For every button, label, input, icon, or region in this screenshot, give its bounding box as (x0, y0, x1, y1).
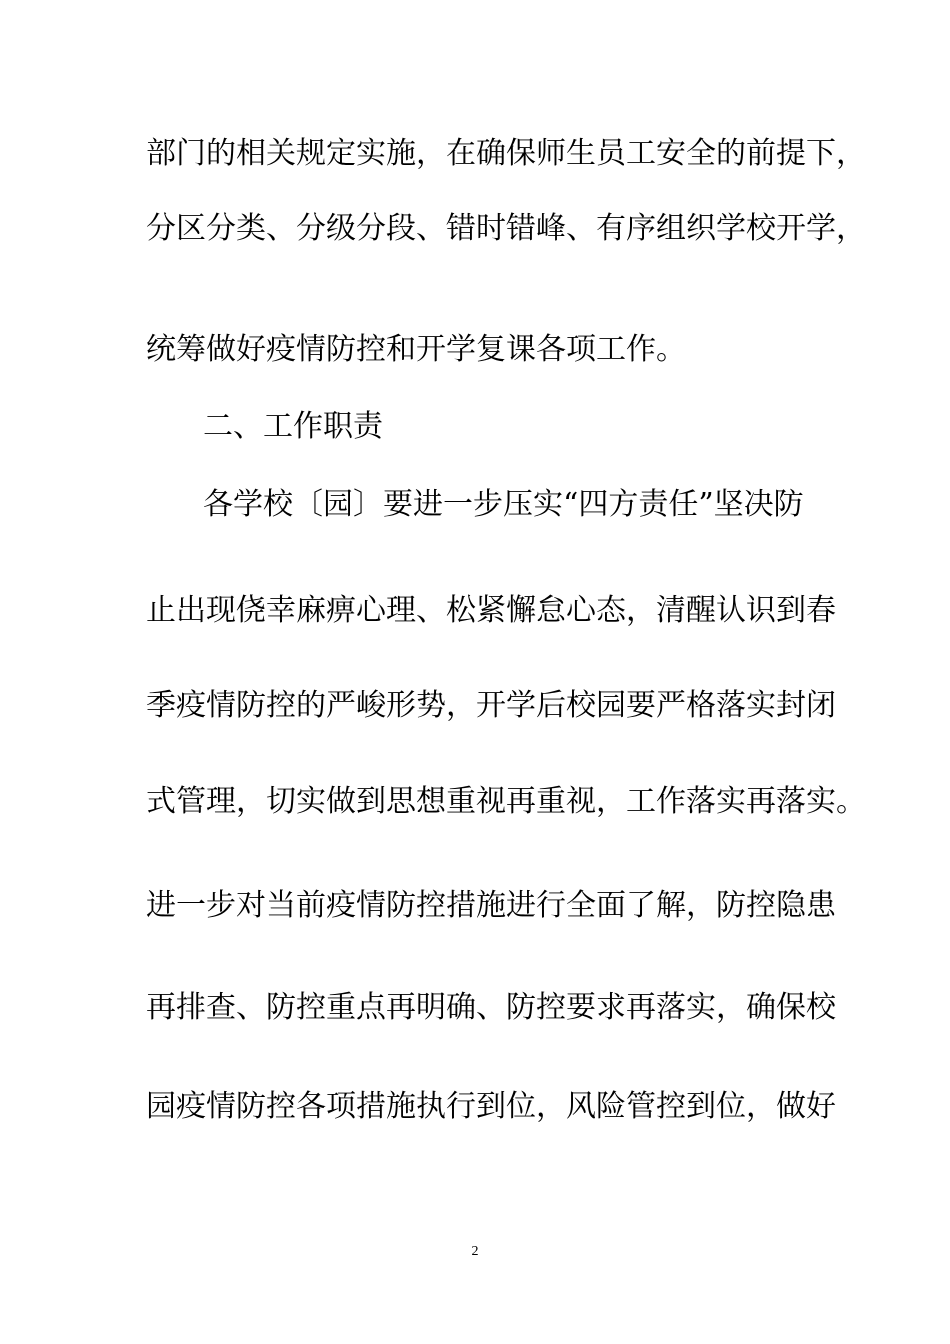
section-heading: 二、工作职责 (203, 409, 383, 444)
page-number: 2 (471, 1244, 479, 1259)
text-line: 统筹做好疫情防控和开学复课各项工作。 (146, 332, 686, 367)
text-line: 进一步对当前疫情防控措施进行全面了解，防控隐患 (146, 888, 836, 923)
text-line: 园疫情防控各项措施执行到位，风险管控到位，做好 (146, 1089, 836, 1124)
text-line: 分区分类、分级分段、错时错峰、有序组织学校开学， (146, 211, 866, 246)
text-line: 部门的相关规定实施，在确保师生员工安全的前提下， (146, 136, 866, 171)
text-line: 季疫情防控的严峻形势，开学后校园要严格落实封闭 (146, 688, 836, 723)
text-line: 再排查、防控重点再明确、防控要求再落实，确保校 (146, 990, 836, 1025)
text-line: 式管理，切实做到思想重视再重视，工作落实再落实。 (146, 784, 866, 819)
text-line: 各学校〔园〕要进一步压实“四方责任”坚决防 (203, 487, 804, 522)
text-line: 止出现侥幸麻痹心理、松紧懈怠心态，清醒认识到春 (146, 593, 836, 628)
